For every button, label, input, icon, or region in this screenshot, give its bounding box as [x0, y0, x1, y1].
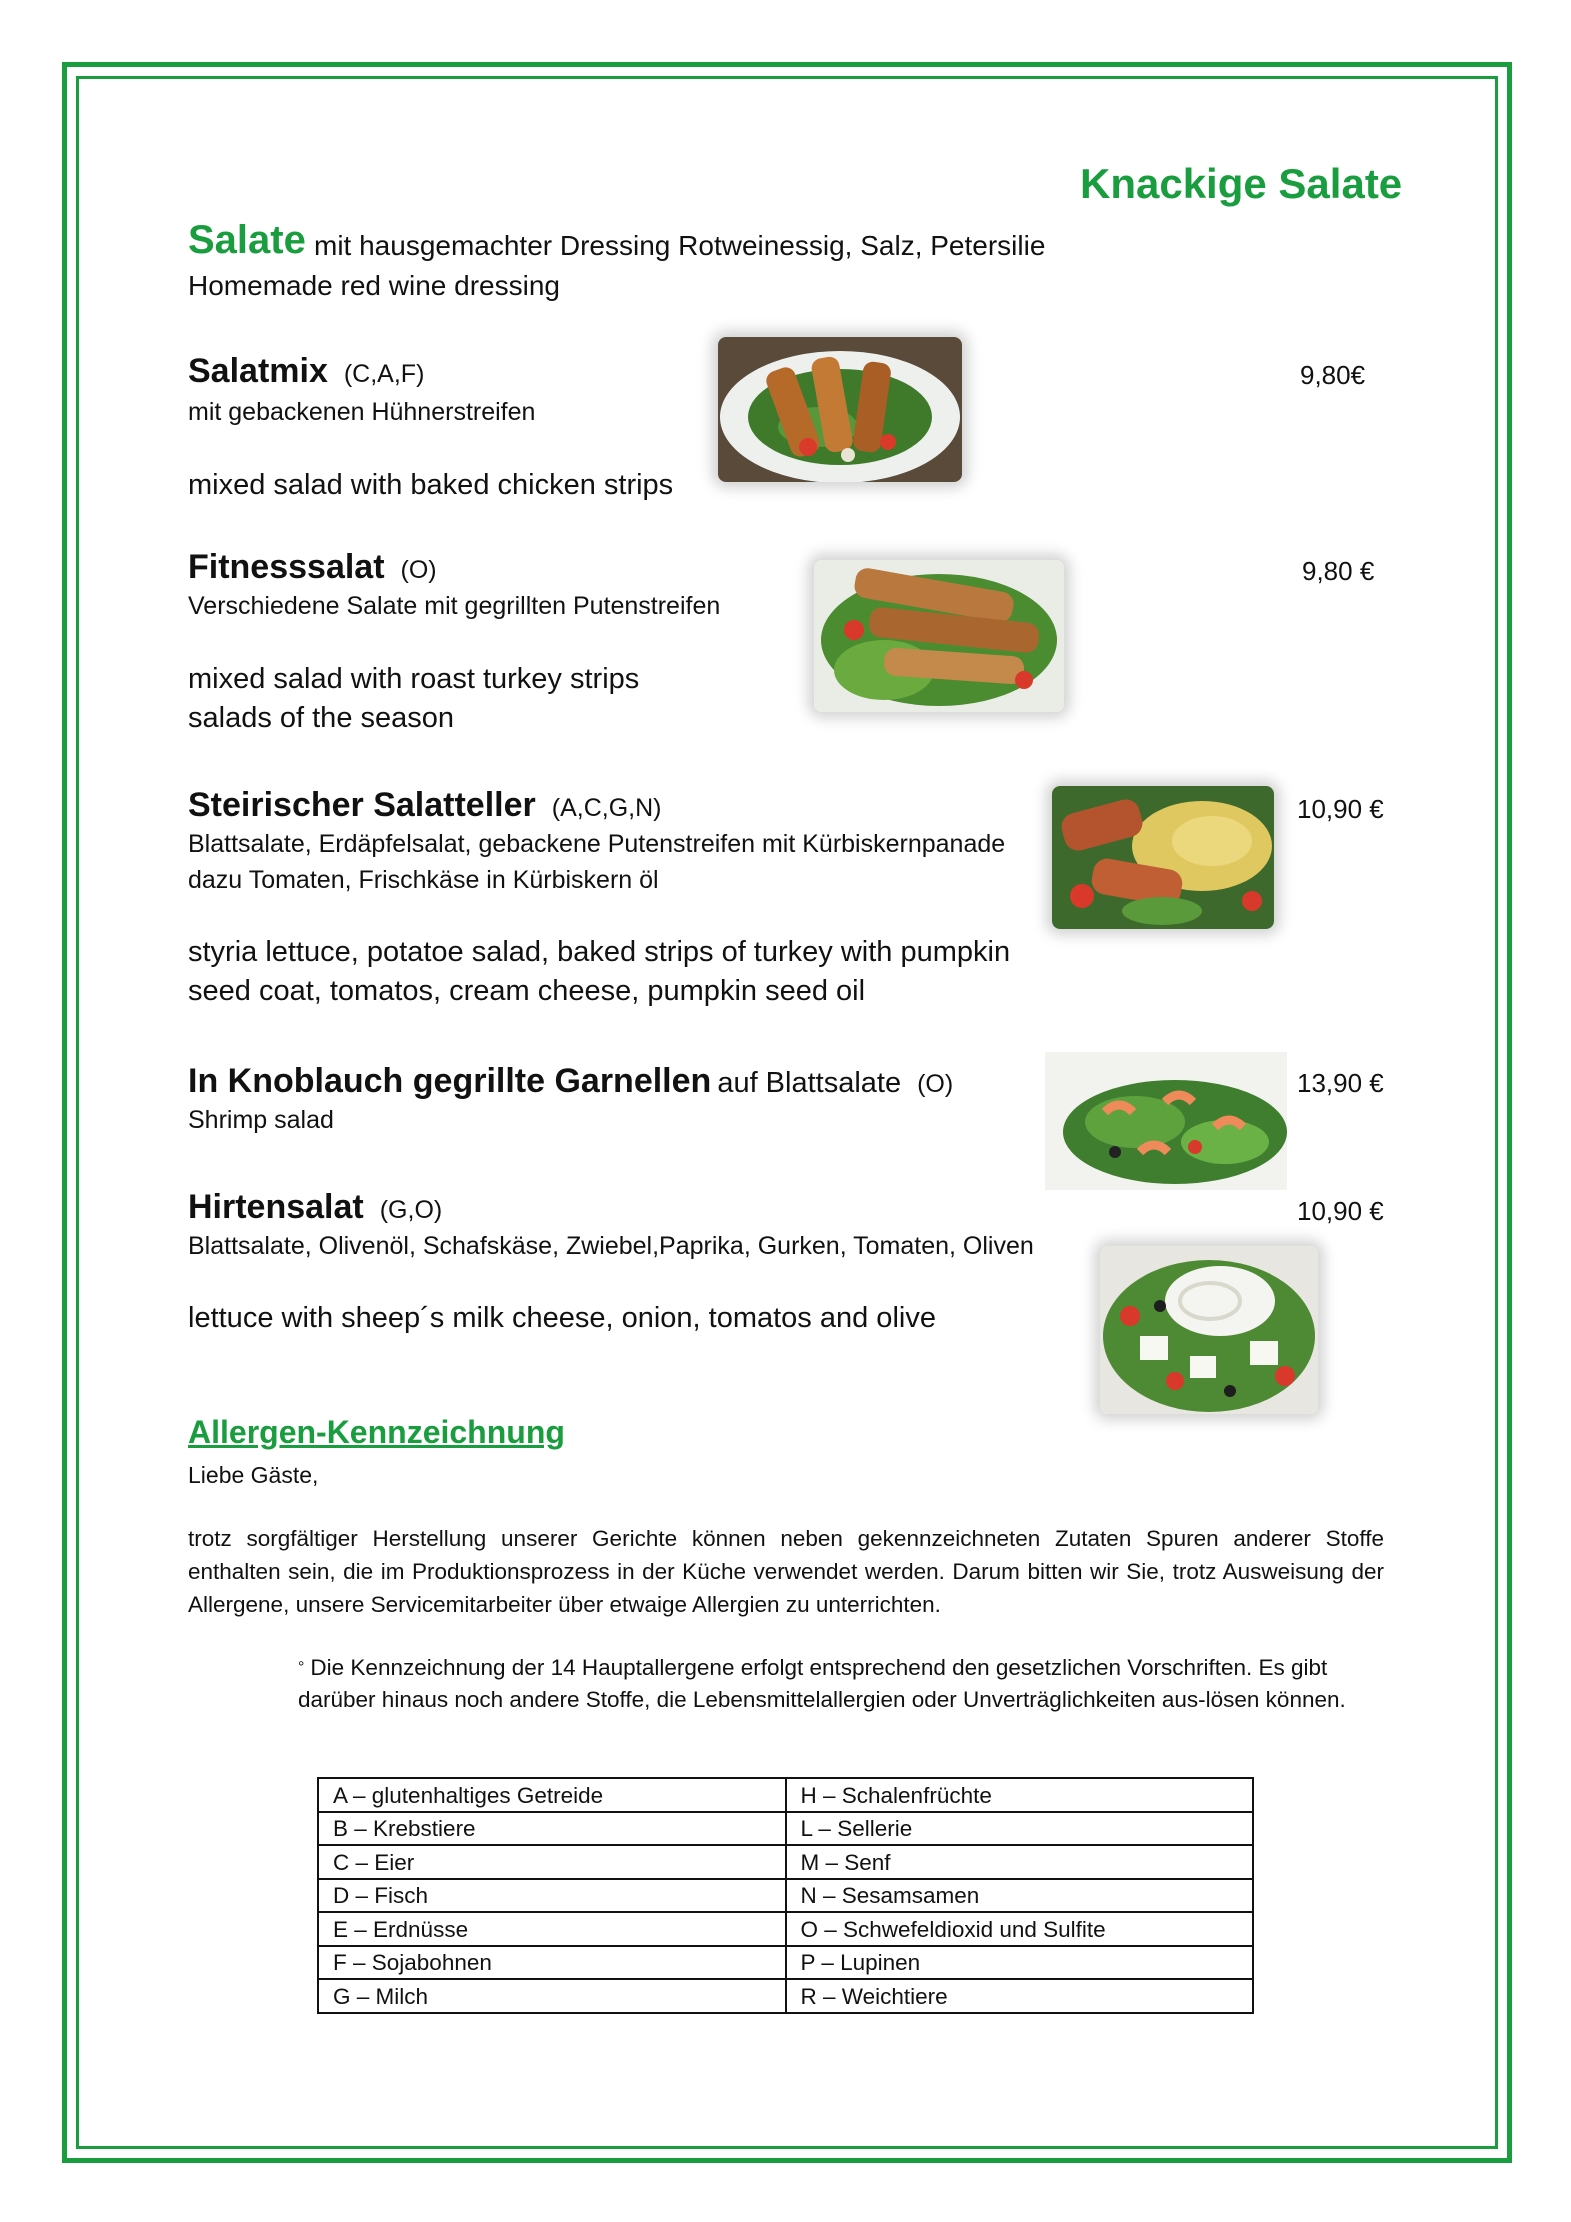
table-cell: C – Eier — [318, 1845, 786, 1879]
menu-item-heading — [188, 352, 424, 391]
menu-item-price: 9,80€ — [1300, 360, 1366, 390]
menu-item-description-de: Blattsalate, Erdäpfelsalat, gebackene Putenstreifen mit Kürbiskernpanade — [188, 830, 1006, 858]
allergen-greeting: Liebe Gäste, — [188, 1462, 319, 1488]
salad-chicken-strips-photo — [718, 337, 962, 482]
menu-item-heading — [188, 1188, 442, 1227]
menu-item-name-suffix: auf Blattsalate — [717, 1067, 902, 1099]
menu-item-description-en: mixed salad with roast turkey strips — [188, 663, 640, 695]
table-row — [318, 1946, 1253, 1980]
table-cell: L – Sellerie — [786, 1812, 1254, 1846]
table-cell: A – glutenhaltiges Getreide — [318, 1778, 786, 1812]
allergen-footnote — [298, 1652, 1378, 1716]
menu-item-heading — [188, 786, 661, 825]
menu-item-price: 10,90 € — [1297, 1196, 1384, 1226]
intro-dressing-de: mit hausgemachter Dressing Rotweinessig, Salz, Petersilie — [314, 230, 1046, 261]
table-cell: D – Fisch — [318, 1879, 786, 1913]
table-cell: O – Schwefeldioxid und Sulfite — [786, 1912, 1254, 1946]
menu-item-description-de: Blattsalate, Olivenöl, Schafskäse, Zwiebel,Paprika, Gurken, Tomaten, Oliven — [188, 1232, 1034, 1260]
menu-item-description-en: mixed salad with baked chicken strips — [188, 469, 674, 501]
menu-item-description-en: lettuce with sheep´s milk cheese, onion, tomatos and olive — [188, 1302, 936, 1334]
table-row — [318, 1879, 1253, 1913]
menu-item-name: Fitnesssalat — [188, 548, 385, 586]
menu-item-allergens: (G,O) — [379, 1196, 443, 1224]
table-cell: G – Milch — [318, 1979, 786, 2013]
table-cell: N – Sesamsamen — [786, 1879, 1254, 1913]
table-row — [318, 1812, 1253, 1846]
menu-item-price: 10,90 € — [1297, 794, 1384, 824]
table-row — [318, 1778, 1253, 1812]
menu-item-heading — [188, 548, 437, 587]
table-cell: B – Krebstiere — [318, 1812, 786, 1846]
table-cell: H – Schalenfrüchte — [786, 1778, 1254, 1812]
menu-item-name: In Knoblauch gegrillte Garnellen — [188, 1062, 712, 1100]
menu-item-description-en: salads of the season — [188, 702, 455, 734]
menu-item-heading — [188, 1062, 953, 1101]
menu-item-description-en: seed coat, tomatos, cream cheese, pumpkin seed oil — [188, 975, 866, 1007]
menu-item-name: Salatmix — [188, 352, 328, 390]
menu-item-allergens: (A,C,G,N) — [551, 794, 662, 822]
shrimp-salad-photo — [1045, 1052, 1287, 1190]
allergen-table — [317, 1777, 1254, 2014]
menu-item-name: Hirtensalat — [188, 1188, 364, 1226]
allergen-heading: Allergen-Kennzeichnung — [188, 1414, 565, 1450]
menu-item-allergens: (C,A,F) — [343, 360, 425, 388]
allergen-notice: trotz sorgfältiger Herstellung unserer Gerichte können neben gekennzeichneten Zutaten Spuren anderer Stoffe enthalten sein, die im Produktionsprozess in der Küche verwendet werden. Darum bitten wir Sie, trotz Ausweisung der Allergene, unsere Servicemitarbeiter über etwaige Allergien zu unterrichten. — [188, 1526, 1384, 1617]
table-cell: P – Lupinen — [786, 1946, 1254, 1980]
page-title: Knackige Salate — [1080, 160, 1403, 207]
menu-item-price: 13,90 € — [1297, 1068, 1384, 1098]
menu-item-description-en: styria lettuce, potatoe salad, baked strips of turkey with pumpkin — [188, 936, 1011, 968]
table-row — [318, 1845, 1253, 1879]
table-row — [318, 1912, 1253, 1946]
greek-salad-photo — [1100, 1246, 1318, 1414]
table-cell: R – Weichtiere — [786, 1979, 1254, 2013]
intro-heading: Salate — [188, 218, 306, 262]
menu-item-description-de: dazu Tomaten, Frischkäse in Kürbiskern öl — [188, 866, 659, 894]
menu-item-description-de: mit gebackenen Hühnerstreifen — [188, 398, 536, 426]
table-cell: M – Senf — [786, 1845, 1254, 1879]
menu-item-description-de: Shrimp salad — [188, 1106, 334, 1134]
menu-item-price: 9,80 € — [1302, 556, 1375, 586]
table-cell: F – Sojabohnen — [318, 1946, 786, 1980]
footnote-mark: ° — [298, 1659, 305, 1676]
menu-item-description-de: Verschiedene Salate mit gegrillten Putenstreifen — [188, 592, 721, 620]
styrian-salad-plate-photo — [1052, 786, 1274, 929]
intro-dressing-en: Homemade red wine dressing — [188, 270, 560, 301]
salad-turkey-strips-photo — [814, 560, 1064, 712]
table-cell: E – Erdnüsse — [318, 1912, 786, 1946]
menu-item-allergens: (O) — [400, 556, 437, 584]
menu-item-allergens: (O) — [917, 1070, 954, 1098]
table-row — [318, 1979, 1253, 2013]
footnote-text: Die Kennzeichnung der 14 Hauptallergene erfolgt entsprechend den gesetzlichen Vorschriften. Es gibt darüber hinaus noch andere Stoffe, die Lebensmittelallergien oder Unverträglichkeiten aus-lösen können. — [298, 1655, 1346, 1712]
menu-item-name: Steirischer Salatteller — [188, 786, 536, 824]
